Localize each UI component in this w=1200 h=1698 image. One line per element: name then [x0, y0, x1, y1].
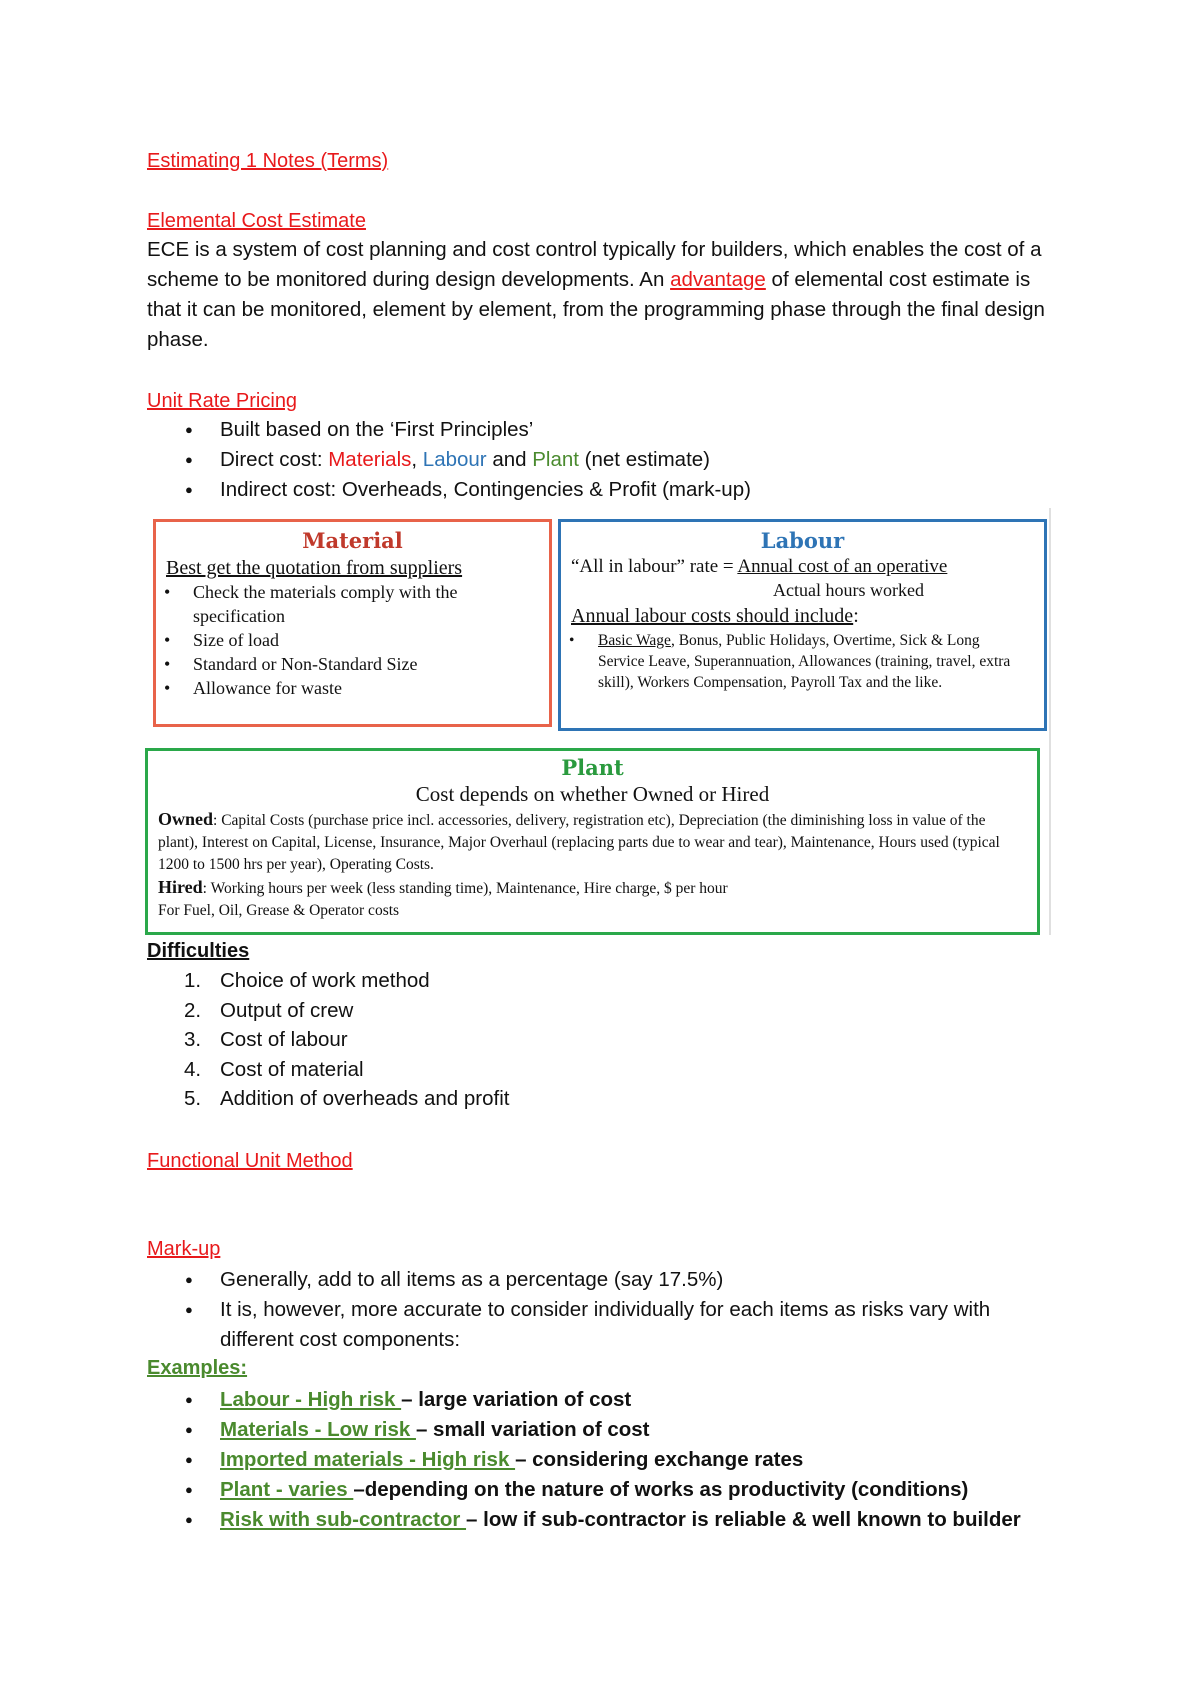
list-item: • Allowance for waste — [156, 676, 526, 700]
plant-box-title: Plant — [561, 755, 624, 780]
list-item: ● Risk with sub-contractor – low if sub-contractor is reliable & well known to builder — [147, 1505, 1097, 1535]
labour-box-title: Labour — [760, 528, 845, 553]
list-item: • Basic Wage, Bonus, Public Holidays, Overtime, Sick & Long Service Leave, Superannuation, Allowances (training, travel, extra skill), Workers Compensation, Payroll Tax and the like. — [561, 630, 1016, 693]
box-edge-divider — [1049, 508, 1051, 935]
difficulties-list — [147, 966, 509, 1114]
unit-rate-list — [147, 415, 751, 505]
list-item: 3. Cost of labour — [184, 1028, 348, 1051]
labour-box — [558, 519, 1047, 731]
plant-owned-label: Owned — [158, 809, 214, 829]
list-item: ● Direct cost: Materials, Labour and Plant (net estimate) — [147, 445, 751, 475]
material-box-title: Material — [302, 528, 403, 553]
list-item: ● It is, however, more accurate to consider individually for each items as risks vary with different cost components: — [147, 1295, 1067, 1355]
list-item: • Size of load — [156, 628, 526, 652]
list-item: 2. Output of crew — [184, 998, 354, 1022]
labour-rate-denominator: Actual hours worked — [773, 580, 924, 600]
list-item: 4. Cost of material — [184, 1057, 364, 1081]
list-item: ● Materials - Low risk – small variation of cost — [147, 1415, 1097, 1445]
list-item: ● Generally, add to all items as a percentage (say 17.5%) — [147, 1265, 1067, 1295]
material-box-subtitle: Best get the quotation from suppliers — [166, 557, 463, 579]
markup-heading: Mark-up — [147, 1238, 221, 1260]
plant-fuel-text: For Fuel, Oil, Grease & Operator costs — [158, 902, 400, 919]
labour-word: Labour — [422, 448, 487, 471]
labour-rate-numerator: Annual cost of an operative — [737, 556, 948, 577]
examples-list — [147, 1385, 1097, 1535]
plant-owned-text: Owned: Capital Costs (purchase price incl. accessories, delivery, registration etc), Depreciation (the diminishing loss in value of the plant), Interest on Capital, License, Insurance, Major Overhaul (replacing parts due to wear and tear), Maintenance, Hours used (typical 1200 to 1500 hrs per year), Operating Costs. — [158, 809, 1000, 873]
plant-hired-text: Hired: Working hours per week (less standing time), Maintenance, Hire charge, $ per hour — [158, 877, 728, 897]
ece-paragraph — [147, 235, 1067, 355]
ece-text-before: ECE is a system of cost planning and cost control typically for builders, which enables the cost of a scheme to be monitored during design developments. An — [147, 238, 1042, 291]
list-item: ● Plant - varies –depending on the nature of works as productivity (conditions) — [147, 1475, 1097, 1505]
labour-rate-label: “All in labour” rate = — [571, 556, 738, 577]
materials-word: Materials — [328, 448, 412, 471]
plant-box-subtitle: Cost depends on whether Owned or Hired — [415, 782, 770, 806]
difficulties-heading: Difficulties — [147, 940, 250, 962]
ece-heading: Elemental Cost Estimate — [147, 210, 366, 232]
ece-advantage: advantage — [670, 268, 766, 291]
functional-heading: Functional Unit Method — [147, 1150, 353, 1172]
list-item: • Check the materials comply with the specification — [156, 580, 526, 628]
markup-list — [147, 1265, 1067, 1355]
labour-include-heading-line: Annual labour costs should include: — [571, 605, 859, 627]
plant-word: Plant — [532, 448, 579, 471]
ece-text-after: of elemental cost estimate is that it can be monitored, element by element, from the programming phase through the final design phase. — [147, 268, 1045, 351]
material-box-list — [156, 580, 526, 700]
list-item: ● Indirect cost: Overheads, Contingencies & Profit (mark-up) — [147, 475, 751, 505]
plant-hired-label: Hired — [158, 877, 203, 897]
list-item: • Standard or Non-Standard Size — [156, 652, 526, 676]
list-item: ● Imported materials - High risk – considering exchange rates — [147, 1445, 1097, 1475]
document-title: Estimating 1 Notes (Terms) — [147, 150, 389, 172]
list-item: 1. Choice of work method — [184, 969, 430, 992]
examples-heading: Examples: — [147, 1357, 248, 1379]
plant-box — [145, 748, 1040, 935]
labour-include-heading: Annual labour costs should include — [571, 605, 854, 627]
list-item: ● Labour - High risk – large variation of cost — [147, 1385, 1097, 1415]
unit-rate-heading: Unit Rate Pricing — [147, 390, 298, 412]
material-box — [153, 519, 552, 727]
labour-rate-line — [571, 556, 1044, 578]
list-item: ● Built based on the ‘First Principles’ — [147, 415, 751, 445]
labour-include-list — [561, 630, 1016, 693]
list-item: 5. Addition of overheads and profit — [184, 1087, 510, 1110]
